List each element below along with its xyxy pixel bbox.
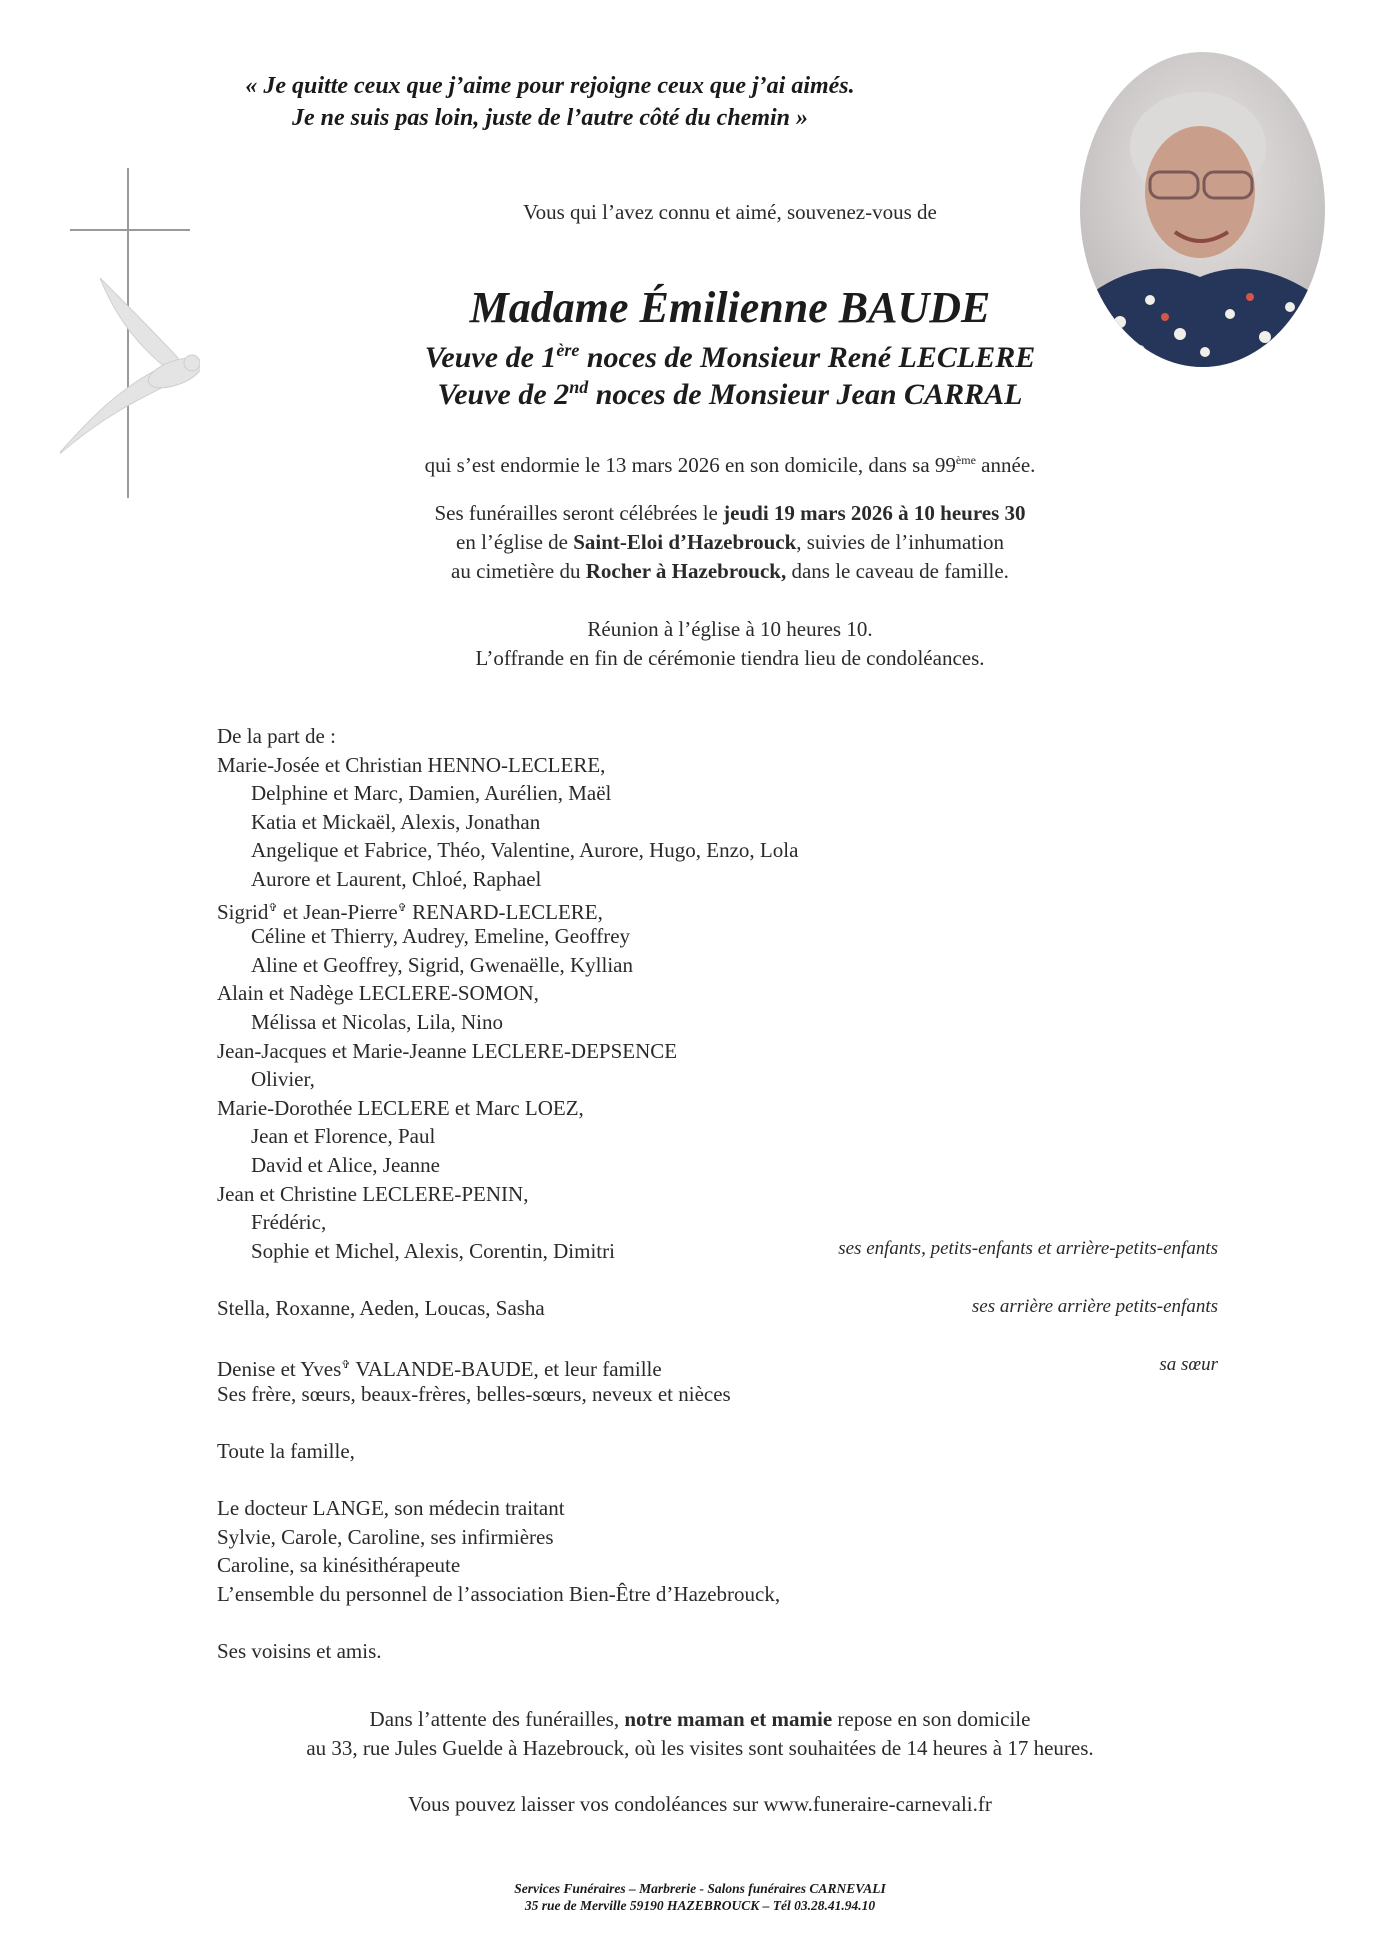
cross-icon: ✞ bbox=[268, 901, 278, 914]
cross-dove-icon bbox=[60, 168, 200, 508]
relation-children: ses enfants, petits-enfants et arrière-petits-enfants bbox=[838, 1238, 1218, 1259]
list-item: Mélissa et Nicolas, Lila, Nino bbox=[251, 1009, 503, 1034]
visitation-info: Dans l’attente des funérailles, notre maman et mamie repose en son domicile au 33, rue Jules Guelde à Hazebrouck, où les visites sont souhaitées de 14 heures à 17 heures. bbox=[306, 1707, 1094, 1760]
cross-icon: ✞ bbox=[341, 1359, 351, 1372]
list-item: Aline et Geoffrey, Sigrid, Gwenaëlle, Kyllian bbox=[251, 952, 633, 977]
list-item: Jean et Christine LECLERE-PENIN, bbox=[217, 1181, 529, 1206]
list-item: Olivier, bbox=[251, 1067, 315, 1092]
relation-sister: sa sœur bbox=[1159, 1354, 1218, 1375]
list-item: Sophie et Michel, Alexis, Corentin, Dimitri bbox=[251, 1238, 615, 1263]
list-item: Marie-Dorothée LECLERE et Marc LOEZ, bbox=[217, 1095, 584, 1120]
funeral-home-footer: Services Funéraires – Marbrerie - Salons funéraires CARNEVALI 35 rue de Merville 59190 HAZEBROUCK – Tél 03.28.41.94.10 bbox=[514, 1881, 886, 1913]
list-item: Jean et Florence, Paul bbox=[251, 1124, 436, 1149]
family-list bbox=[217, 722, 1217, 1666]
list-item: Aurore et Laurent, Chloé, Raphael bbox=[251, 866, 542, 891]
veuve-second-marriage: Veuve de 2nd noces de Monsieur Jean CARRAL bbox=[437, 377, 1023, 411]
list-item: Céline et Thierry, Audrey, Emeline, Geoffrey bbox=[251, 924, 631, 949]
list-item: David et Alice, Jeanne bbox=[251, 1152, 440, 1177]
list-item: Frédéric, bbox=[251, 1210, 327, 1235]
intro-text: Vous qui l’avez connu et aimé, souvenez-vous de bbox=[523, 200, 937, 224]
list-item: Sigrid✞ et Jean-Pierre✞ RENARD-LECLERE, bbox=[217, 899, 603, 924]
veuve-first-marriage: Veuve de 1ère noces de Monsieur René LECLERE bbox=[424, 340, 1036, 374]
family-header: De la part de : bbox=[217, 724, 336, 748]
caregiver-doctor: Le docteur LANGE, son médecin traitant bbox=[217, 1496, 565, 1521]
quote-line-2: Je ne suis pas loin, juste de l’autre côté du chemin » bbox=[291, 105, 809, 131]
siblings: Ses frère, sœurs, beaux-frères, belles-sœurs, neveux et nièces bbox=[217, 1381, 731, 1406]
whole-family: Toute la famille, bbox=[217, 1438, 355, 1463]
caregiver-nurses: Sylvie, Carole, Caroline, ses infirmières bbox=[217, 1524, 554, 1549]
death-notice: qui s’est endormie le 13 mars 2026 en son domicile, dans sa 99ème année. bbox=[424, 453, 1036, 477]
list-item: Katia et Mickaël, Alexis, Jonathan bbox=[251, 809, 541, 834]
great-grandchildren: Stella, Roxanne, Aeden, Loucas, Sasha bbox=[217, 1295, 545, 1320]
sister: Denise et Yves✞ VALANDE-BAUDE, et leur famille bbox=[217, 1357, 662, 1382]
epitaph-quote bbox=[200, 70, 900, 134]
caregiver-association: L’ensemble du personnel de l’association Bien-Être d’Hazebrouck, bbox=[217, 1581, 781, 1606]
relation-great-grandchildren: ses arrière arrière petits-enfants bbox=[971, 1296, 1218, 1317]
list-item: Alain et Nadège LECLERE-SOMON, bbox=[217, 981, 539, 1006]
list-item: Jean-Jacques et Marie-Jeanne LECLERE-DEPSENCE bbox=[217, 1038, 678, 1063]
reunion-info: Réunion à l’église à 10 heures 10. L’offrande en fin de cérémonie tiendra lieu de condoléances. bbox=[475, 617, 985, 670]
deceased-name: Madame Émilienne BAUDE bbox=[469, 283, 991, 332]
cross-icon: ✞ bbox=[397, 901, 407, 914]
neighbors: Ses voisins et amis. bbox=[217, 1639, 382, 1663]
funeral-details: Ses funérailles seront célébrées le jeudi 19 mars 2026 à 10 heures 30 en l’église de Saint-Eloi d’Hazebrouck, suivies de l’inhumation au cimetière du Rocher à Hazebrouck, dans le caveau de famille. bbox=[434, 501, 1026, 583]
quote-line-1: « Je quitte ceux que j’aime pour rejoigne ceux que j’ai aimés. bbox=[245, 73, 855, 99]
list-item: Delphine et Marc, Damien, Aurélien, Maël bbox=[251, 781, 612, 806]
list-item: Marie-Josée et Christian HENNO-LECLERE, bbox=[217, 752, 606, 777]
caregiver-physio: Caroline, sa kinésithérapeute bbox=[217, 1553, 461, 1578]
list-item: Angelique et Fabrice, Théo, Valentine, Aurore, Hugo, Enzo, Lola bbox=[251, 838, 799, 863]
condolences-link[interactable]: Vous pouvez laisser vos condoléances sur www.funeraire-carnevali.fr bbox=[408, 1792, 992, 1816]
